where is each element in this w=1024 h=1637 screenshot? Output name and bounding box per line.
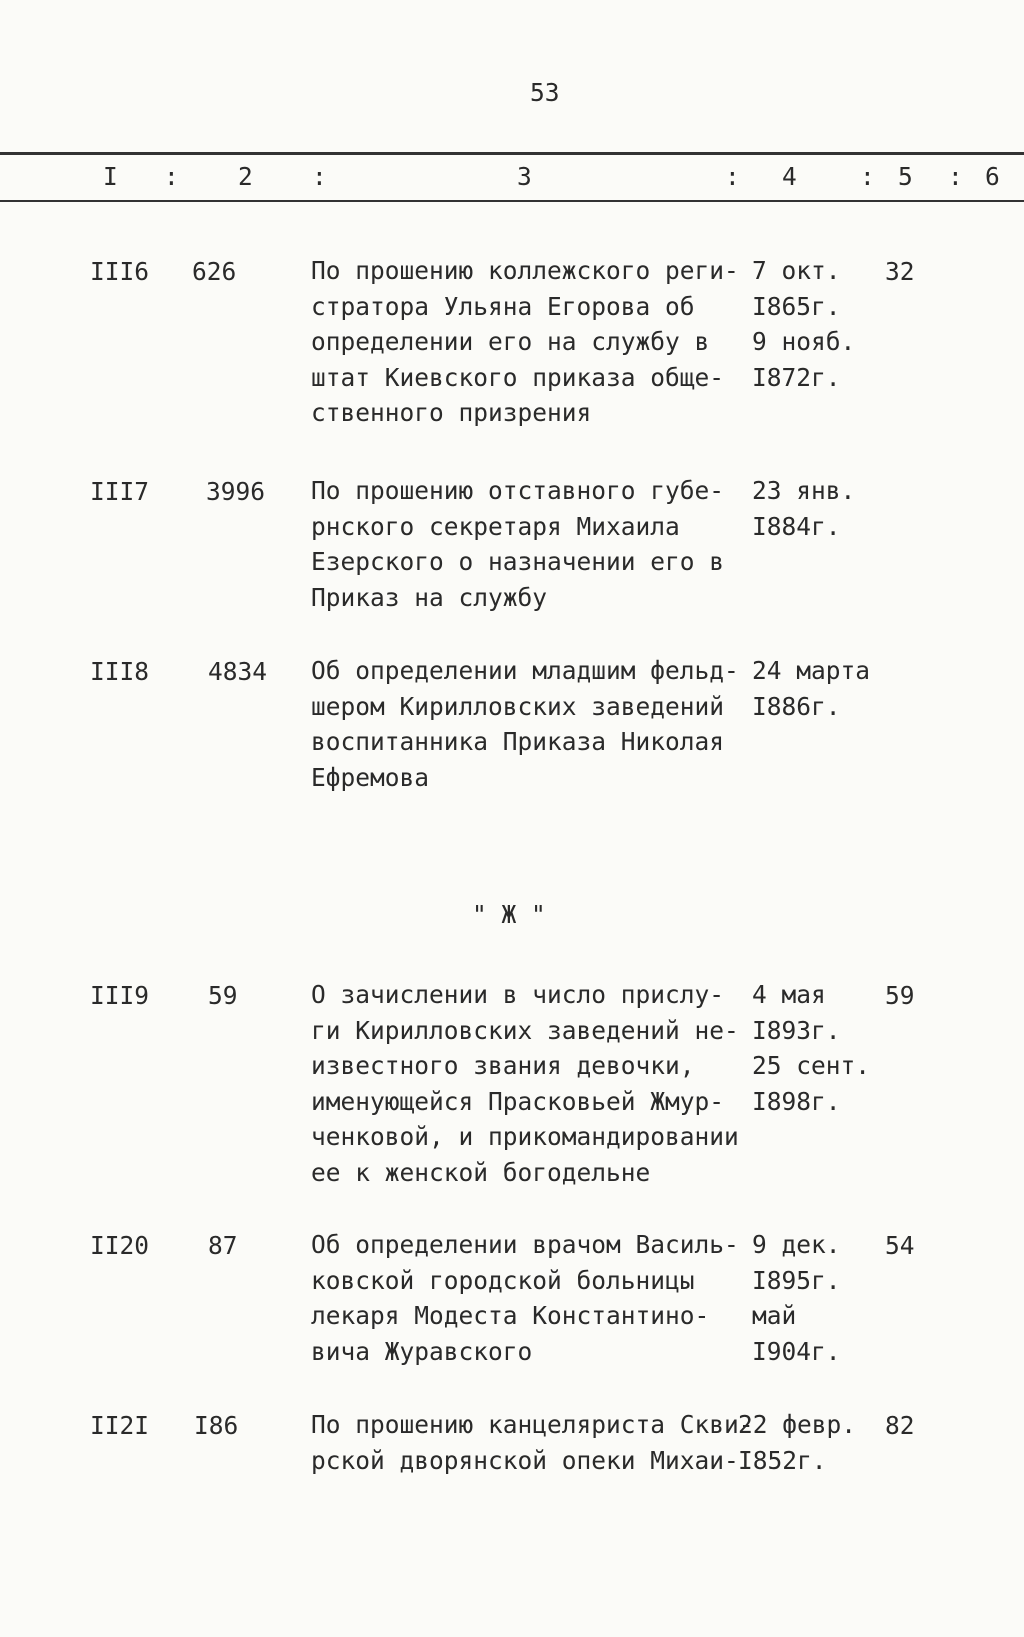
- case-number: I86: [194, 1411, 239, 1440]
- col-header-6: 6: [985, 162, 1000, 191]
- col-header-3: 3: [517, 162, 532, 191]
- col-header-4: 4: [782, 162, 797, 191]
- entry-dates: 4 мая I893г. 25 сент. I898г.: [752, 980, 871, 1116]
- entry-dates: 22 февр. I852г.: [738, 1410, 857, 1475]
- col-separator: :: [312, 162, 327, 191]
- entry-description: Об определении младшим фельд- шером Кирилловских заведений воспитанника Приказа Николая Ефремова: [311, 656, 739, 792]
- col-header-5: 5: [898, 162, 913, 191]
- sheet-count: 32: [885, 257, 915, 286]
- case-number: 3996: [206, 477, 266, 506]
- entry-number: III7: [90, 477, 150, 506]
- section-letter: " Ж ": [472, 900, 546, 929]
- entry-dates: 9 дек. I895г. май I904г.: [752, 1230, 841, 1366]
- page-number: 53: [530, 78, 560, 107]
- col-separator: :: [948, 162, 963, 191]
- col-separator: :: [725, 162, 740, 191]
- entry-number: II2I: [90, 1411, 150, 1440]
- entry-dates: 24 марта I886г.: [752, 656, 871, 721]
- header-top-rule: [0, 152, 1024, 155]
- col-header-1: I: [103, 162, 118, 191]
- case-number: 59: [208, 981, 238, 1010]
- case-number: 4834: [208, 657, 268, 686]
- col-separator: :: [860, 162, 875, 191]
- sheet-count: 59: [885, 981, 915, 1010]
- entry-dates: 7 окт. I865г. 9 нояб. I872г.: [752, 256, 856, 392]
- entry-number: II20: [90, 1231, 150, 1260]
- case-number: 87: [208, 1231, 238, 1260]
- entry-description: О зачислении в число прислу- ги Кирилловских заведений не- известного звания девочки, именующейся Прасковьей Жмур- ченковой, и прикомандировании ее к женской богодельне: [311, 980, 739, 1187]
- entry-description: По прошению коллежского реги- стратора Ульяна Егорова об определении его на службу в штат Киевского приказа обще- ственного призрения: [311, 256, 739, 427]
- col-separator: :: [164, 162, 179, 191]
- entry-description: По прошению канцеляриста Скви- рской дворянской опеки Михаи-: [311, 1410, 754, 1475]
- entry-dates: 23 янв. I884г.: [752, 476, 856, 541]
- entry-number: III9: [90, 981, 150, 1010]
- entry-number: III8: [90, 657, 150, 686]
- sheet-count: 82: [885, 1411, 915, 1440]
- header-bottom-rule: [0, 200, 1024, 202]
- entry-number: III6: [90, 257, 150, 286]
- entry-description: Об определении врачом Василь- ковской городской больницы лекаря Модеста Константино- вича Журавского: [311, 1230, 739, 1366]
- col-header-2: 2: [238, 162, 253, 191]
- sheet-count: 54: [885, 1231, 915, 1260]
- entry-description: По прошению отставного губе- рнского секретаря Михаила Езерского о назначении его в Приказ на службу: [311, 476, 725, 612]
- case-number: 626: [192, 257, 237, 286]
